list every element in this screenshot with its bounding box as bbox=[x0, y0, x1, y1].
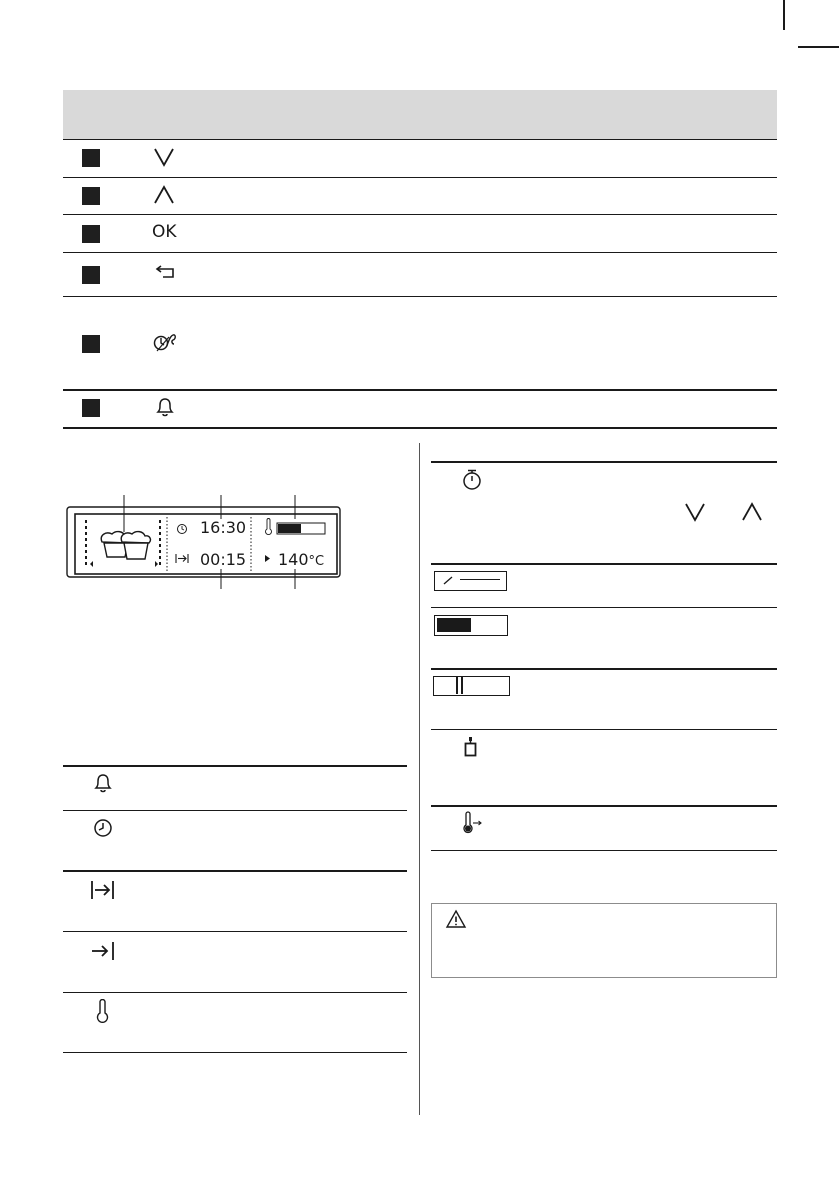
fast-heat-up-bar-icon bbox=[433, 676, 510, 696]
sensor-field-marker bbox=[82, 399, 100, 417]
back-arrow-icon bbox=[153, 264, 177, 282]
column-separator bbox=[419, 443, 420, 1115]
crop-mark-right bbox=[798, 46, 839, 48]
controls-table-header bbox=[63, 90, 777, 139]
display-drawing bbox=[66, 490, 346, 590]
child-lock-icon bbox=[463, 736, 479, 758]
divider bbox=[63, 427, 777, 429]
display-temperature bbox=[278, 552, 324, 570]
temperature-bar-icon bbox=[434, 615, 508, 636]
sensor-field-marker bbox=[82, 225, 100, 243]
sensor-field-marker bbox=[82, 266, 100, 284]
display-temperature-unit: °C bbox=[308, 554, 325, 569]
divider bbox=[63, 810, 407, 811]
stopwatch-icon bbox=[462, 469, 482, 491]
chevron-up-icon bbox=[741, 501, 763, 523]
divider bbox=[431, 607, 777, 608]
warning-icon bbox=[445, 909, 467, 929]
end-time-icon bbox=[89, 940, 117, 962]
clock-icon bbox=[93, 818, 113, 838]
sensor-field-marker bbox=[82, 187, 100, 205]
display-time: 16:30 bbox=[200, 518, 247, 537]
duration-icon bbox=[89, 879, 117, 901]
core-temperature-sensor-icon bbox=[462, 811, 486, 835]
bell-icon bbox=[93, 772, 113, 794]
divider bbox=[431, 805, 777, 807]
divider bbox=[63, 177, 777, 178]
divider bbox=[63, 992, 407, 993]
bell-icon bbox=[155, 396, 175, 418]
divider bbox=[63, 765, 407, 767]
divider bbox=[63, 214, 777, 215]
thermometer-icon bbox=[95, 999, 111, 1023]
divider bbox=[63, 931, 407, 932]
divider bbox=[63, 1052, 407, 1053]
display-duration: 00:15 bbox=[200, 550, 247, 569]
sensor-field-marker bbox=[82, 149, 100, 167]
chevron-down-icon bbox=[684, 501, 706, 523]
divider bbox=[431, 850, 777, 851]
divider bbox=[431, 729, 777, 730]
display-temperature-value: 140 bbox=[278, 550, 309, 569]
favourite-program-icon bbox=[153, 332, 179, 354]
divider bbox=[63, 389, 777, 391]
divider bbox=[63, 296, 777, 297]
divider bbox=[63, 870, 407, 872]
divider bbox=[431, 461, 777, 463]
divider bbox=[63, 139, 777, 140]
heat-up-bar-icon bbox=[434, 571, 507, 591]
divider bbox=[431, 563, 777, 565]
chevron-up-icon bbox=[153, 184, 175, 206]
warning-box bbox=[431, 903, 777, 978]
chevron-down-icon bbox=[153, 146, 175, 168]
crop-mark-top bbox=[783, 0, 785, 30]
divider bbox=[63, 252, 777, 253]
ok-text-icon: OK bbox=[152, 222, 177, 242]
display-illustration bbox=[66, 490, 346, 590]
sensor-field-marker bbox=[82, 335, 100, 353]
divider bbox=[431, 668, 777, 670]
